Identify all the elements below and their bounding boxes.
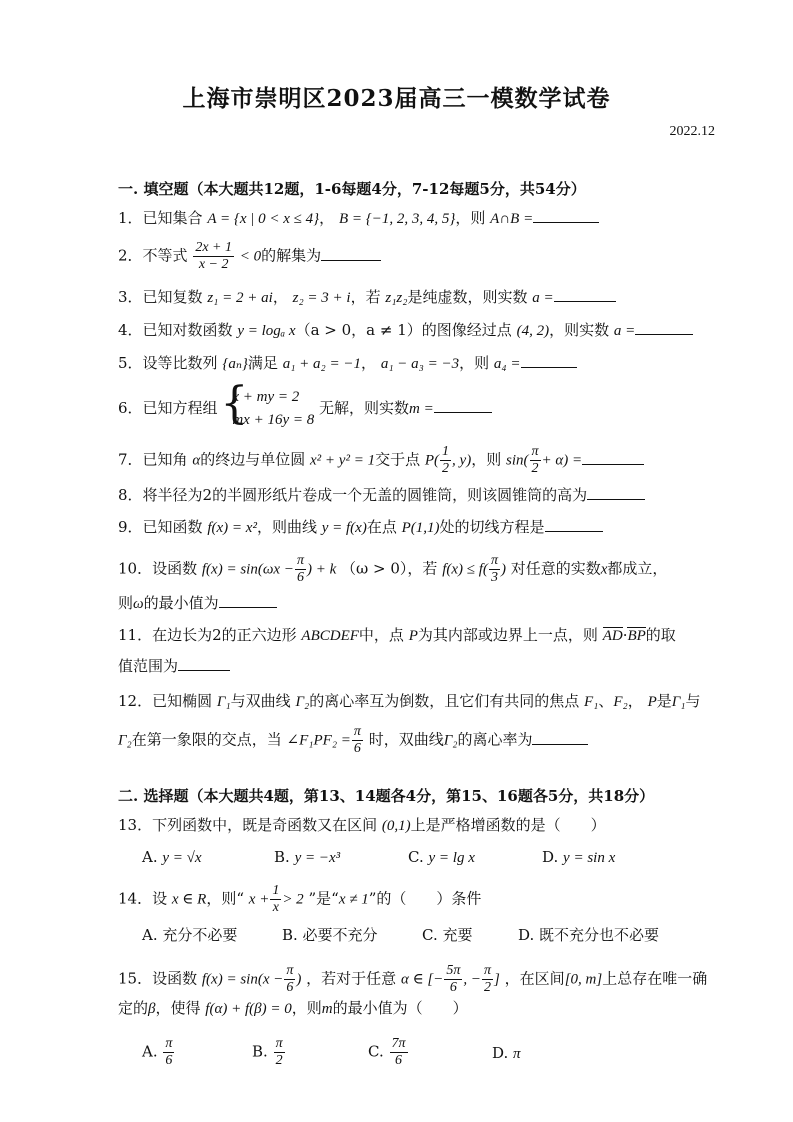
question-10-line-2: 则ω的最小值为 — [118, 592, 277, 615]
exam-date: 2022.12 — [669, 124, 715, 139]
question-9: 9．已知函数 f(x) = x²，则曲线 y = f(x)在点 P(1,1)处的切线方程是 — [118, 516, 603, 539]
question-3: 3．已知复数 z₁ = 2 + ai， z₂ = 3 + i，若 z₁z₂是纯虚数，则实数 a = — [118, 286, 616, 309]
question-4: 4．已知对数函数 y = logₐ x（a > 0，a ≠ 1）的图像经过点 (4, 2)，则实数 a = — [118, 319, 693, 342]
answer-blank[interactable] — [321, 246, 381, 261]
choice-d[interactable]: D. y = sin x — [542, 848, 616, 866]
question-6: 6．已知方程组 { x + my = 2 mx + 16y = 8 无解，则实数m = — [118, 386, 492, 432]
answer-blank[interactable] — [532, 730, 588, 745]
choice-c[interactable]: C. $\frac{7\pi}{6}$ — [368, 1036, 406, 1068]
answer-blank[interactable] — [521, 353, 577, 368]
question-5: 5．设等比数列 {aₙ}满足 a₁ + a₂ = −1， a₁ − a₃ = −3，则 a₄ = — [118, 352, 577, 375]
section-2-heading: 二. 选择题（本大题共4题，第13、14题各4分，第15、16题各5分，共18分） — [118, 787, 655, 805]
question-12: 12．已知椭圆 Γ₁与双曲线 Γ₂的离心率互为倒数，且它们有共同的焦点 F₁、F₂， P是Γ₁与 — [118, 692, 701, 710]
question-10: 10．设函数 f(x) = sin(ωx − $\frac{\pi}{6}$ ) + k （ω > 0），若 f(x) ≤ f( $\frac{\pi}{3}$ ) 对任意的实数x都成立， — [118, 553, 668, 585]
answer-blank[interactable] — [434, 398, 492, 413]
question-11: 11．在边长为2的正六边形 ABCDEF中，点 P为其内部或边界上一点，则 AD·BP的取 — [118, 626, 676, 644]
answer-blank[interactable] — [635, 320, 693, 335]
question-7: 7．已知角 α的终边与单位圆 x² + y² = 1交于点 P( $\frac{1}{2}$ , y)，则 sin( $\frac{\pi}{2}$ + α) = — [118, 444, 644, 477]
answer-blank[interactable] — [554, 287, 616, 302]
answer-blank[interactable] — [533, 208, 599, 223]
answer-blank[interactable] — [587, 485, 645, 500]
choice-b[interactable]: B. 必要不充分 — [282, 926, 378, 944]
choice-d[interactable]: D. 既不充分也不必要 — [518, 926, 660, 944]
choice-b[interactable]: B. $\frac{\pi}{2}$ — [252, 1036, 283, 1068]
vector-bp: BP — [627, 628, 646, 644]
question-14: 14．设 x ∈ R，则“ x + $\frac{1}{x}$ > 2 ”是“x ≠ 1”的（ ）条件 — [118, 883, 482, 915]
choice-c[interactable]: C. y = lg x — [408, 848, 475, 866]
answer-blank[interactable] — [545, 517, 603, 532]
answer-blank[interactable] — [219, 593, 277, 608]
page-title: 上海市崇明区2023届高三一模数学试卷 — [182, 85, 611, 112]
choice-b[interactable]: B. y = −x³ — [274, 848, 341, 866]
section-1-heading: 一. 填空题（本大题共12题，1-6每题4分，7-12每题5分，共54分） — [118, 180, 586, 198]
answer-blank[interactable] — [582, 450, 644, 465]
question-15-line-2: 定的β，使得 f(α) + f(β) = 0，则m的最小值为（ ） — [118, 999, 468, 1017]
question-1: 1．已知集合 A = {x | 0 < x ≤ 4}， B = {−1, 2, 3, 4, 5}，则 A∩B = — [118, 207, 599, 230]
fraction: $\frac{2x + 1}{x - 2}$ — [195, 240, 233, 272]
question-12-line-2: Γ₂在第一象限的交点，当 ∠F₁PF₂ = $\frac{\pi}{6}$ 时，双曲线Γ₂的离心率为 — [118, 724, 588, 757]
choice-a[interactable]: A. y = √x — [142, 848, 202, 866]
answer-blank[interactable] — [178, 656, 230, 671]
vector-ad: AD — [602, 628, 623, 644]
choice-d[interactable]: D. π — [492, 1044, 521, 1062]
question-11-line-2: 值范围为 — [118, 655, 230, 677]
equation-system: { x + my = 2 mx + 16y = 8 — [222, 386, 314, 432]
question-13: 13．下列函数中，既是奇函数又在区间 (0,1)上是严格增函数的是（ ） — [118, 816, 606, 834]
choice-c[interactable]: C. 充要 — [422, 926, 473, 944]
question-15: 15．设函数 f(x) = sin(x − $\frac{\pi}{6}$ ) ，若对于任意 α ∈ [− $\frac{5\pi}{6}$ , − $\frac{\pi}{2}$ ] ，在区间[0, m]上总存在唯一确 — [118, 963, 708, 995]
choice-a[interactable]: A. 充分不必要 — [142, 926, 238, 944]
choice-a[interactable]: A. $\frac{\pi}{6}$ — [142, 1036, 173, 1068]
question-2: 2．不等式 $\frac{2x + 1}{x - 2}$ < 0的解集为 — [118, 240, 381, 273]
question-8: 8．将半径为2的半圆形纸片卷成一个无盖的圆锥筒，则该圆锥筒的高为 — [118, 484, 645, 506]
